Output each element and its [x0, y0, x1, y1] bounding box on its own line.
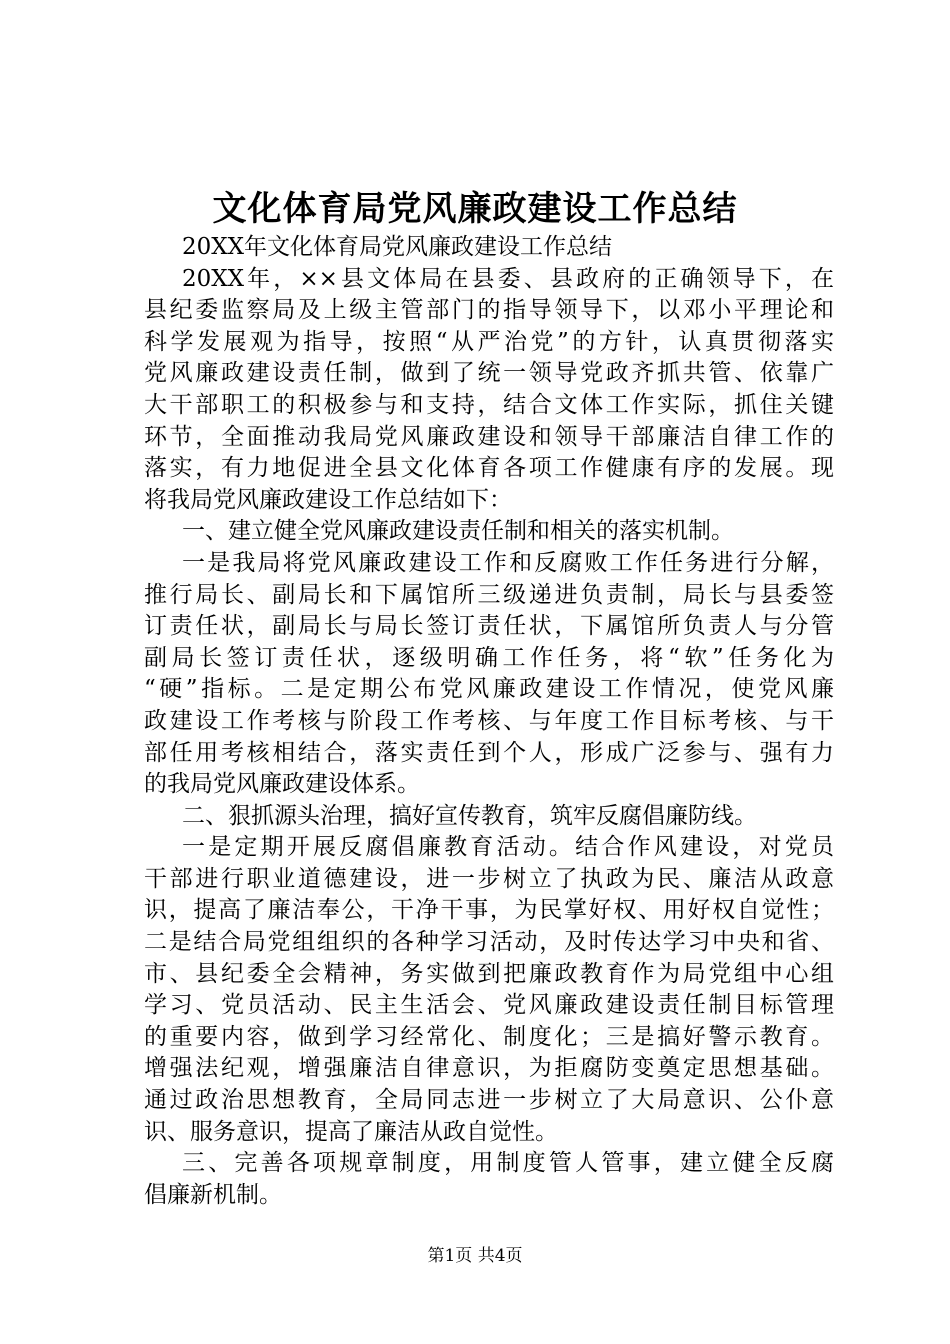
text-line: 学习、党员活动、民主生活会、党风廉政建设责任制目标管理 [144, 992, 834, 1019]
text-line: 政建设工作考核与阶段工作考核、与年度工作目标考核、与干 [144, 707, 834, 734]
page-footer: 第1页 共4页 [427, 1246, 523, 1266]
text-line: 大干部职工的积极参与和支持，结合文体工作实际，抓住关键 [144, 391, 834, 418]
text-line: 部任用考核相结合，落实责任到个人，形成广泛参与、强有力 [144, 739, 834, 766]
text-line: 环节，全面推动我局党风廉政建设和领导干部廉洁自律工作的 [144, 423, 834, 450]
document-title: 文化体育局党风廉政建设工作总结 [212, 189, 738, 229]
text-line: 订责任状，副局长与局长签订责任状，下属馆所负责人与分管 [144, 613, 834, 640]
text-line: 三、完善各项规章制度，用制度管人管事，建立健全反腐 [182, 1150, 834, 1177]
text-line: 市、县纪委全会精神，务实做到把廉政教育作为局党组中心组 [144, 960, 834, 987]
text-line: 一是定期开展反腐倡廉教育活动。结合作风建设，对党员 [182, 834, 834, 861]
text-line: 干部进行职业道德建设，进一步树立了执政为民、廉洁从政意 [144, 865, 834, 892]
text-line: 副局长签订责任状，逐级明确工作任务，将“软”任务化为 [144, 644, 834, 671]
text-line: 科学发展观为指导，按照“从严治党”的方针，认真贯彻落实 [144, 328, 834, 355]
text-line: 倡廉新机制。 [144, 1181, 282, 1208]
text-line: 的我局党风廉政建设体系。 [144, 771, 420, 798]
text-line: 的重要内容，做到学习经常化、制度化；三是搞好警示教育。 [144, 1023, 834, 1050]
text-line: 一是我局将党风廉政建设工作和反腐败工作任务进行分解， [182, 549, 834, 576]
text-line: 落实，有力地促进全县文化体育各项工作健康有序的发展。现 [144, 455, 834, 482]
text-line: 县纪委监察局及上级主管部门的指导领导下，以邓小平理论和 [144, 297, 834, 324]
text-line: 二是结合局党组组织的各种学习活动，及时传达学习中央和省、 [144, 929, 834, 956]
text-line: 通过政治思想教育，全局同志进一步树立了大局意识、公仆意 [144, 1087, 834, 1114]
text-line: 一、建立健全党风廉政建设责任制和相关的落实机制。 [182, 518, 734, 545]
document-body [144, 232, 834, 1211]
text-line: 将我局党风廉政建设工作总结如下： [144, 486, 512, 513]
text-line: 推行局长、副局长和下属馆所三级递进负责制，局长与县委签 [144, 581, 834, 608]
text-line: 识，提高了廉洁奉公，干净干事，为民掌好权、用好权自觉性； [144, 897, 834, 924]
text-line: 20XX年，××县文体局在县委、县政府的正确领导下，在 [182, 265, 834, 292]
text-line: “硬”指标。二是定期公布党风廉政建设工作情况，使党风廉 [144, 676, 834, 703]
text-line: 党风廉政建设责任制，做到了统一领导党政齐抓共管、依靠广 [144, 360, 834, 387]
text-line: 增强法纪观，增强廉洁自律意识，为拒腐防变奠定思想基础。 [144, 1055, 834, 1082]
text-line: 20XX年文化体育局党风廉政建设工作总结 [182, 234, 613, 260]
text-line: 二、狠抓源头治理，搞好宣传教育，筑牢反腐倡廉防线。 [182, 802, 757, 829]
text-line: 识、服务意识，提高了廉洁从政自觉性。 [144, 1118, 558, 1145]
